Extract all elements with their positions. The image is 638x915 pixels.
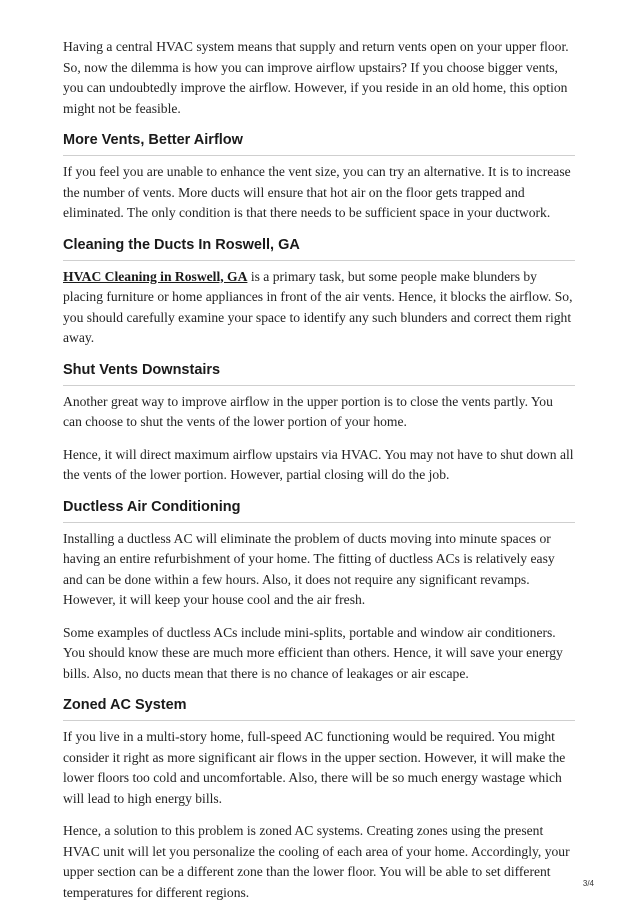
heading-cleaning-ducts: Cleaning the Ducts In Roswell, GA — [63, 236, 575, 261]
heading-zoned-ac: Zoned AC System — [63, 696, 575, 721]
zoned-paragraph-2: Hence, a solution to this problem is zoned AC systems. Creating zones using the present HVAC unit will let you personalize the cooling of each area of your home. Accordingly, your upper section can be a different zone than the lower floor. You will be able to set different temperatures for different regions. — [63, 823, 570, 900]
ductless-paragraph-2: Some examples of ductless ACs include mini-splits, portable and window air conditioners. You should know these are much more efficient than others. Hence, it will save your energy bills. Also, no ducts mean that there is no chance of leakages or air escape. — [63, 624, 563, 681]
shut-vents-paragraph-2: Hence, it will direct maximum airflow upstairs via HVAC. You may not have to shut down all the vents of the lower portion. However, partial closing will do the job. — [63, 446, 574, 482]
heading-shut-vents: Shut Vents Downstairs — [63, 361, 575, 386]
page-number: 3/4 — [582, 879, 594, 888]
intro-paragraph: Having a central HVAC system means that supply and return vents open on your upper floor. So, now the dilemma is how you can improve airflow upstairs? If you choose bigger vents, you can undoubtedly improve the airflow. However, if you reside in an old home, this option might not be feasible. — [63, 39, 569, 116]
zoned-paragraph-1: If you live in a multi-story home, full-speed AC functioning would be required. You might consider it right as more significant air flows in the upper section. However, it will make the lower floors too cold and uncomfortable. Also, there will be so much energy wastage which will lead to high energy bills. — [63, 729, 566, 806]
cleaning-paragraph — [63, 267, 575, 349]
heading-ductless: Ductless Air Conditioning — [63, 498, 575, 523]
more-vents-paragraph: If you feel you are unable to enhance the vent size, you can try an alternative. It is to increase the number of vents. More ducts will ensure that hot air on the floor gets trapped and eliminated. The only condition is that there needs to be sufficient space in your ductwork. — [63, 164, 571, 220]
shut-vents-paragraph-1: Another great way to improve airflow in the upper portion is to close the vents partly. You can choose to shut the vents of the lower portion of your home. — [63, 393, 553, 429]
cleaning-paragraph-text: is a primary task, but some people make blunders by placing furniture or home appliances in front of the air vents. Hence, it blocks the airflow. So, you should carefully examine your space to identify any such blunders and correct them right away. — [63, 268, 573, 345]
heading-more-vents: More Vents, Better Airflow — [63, 131, 575, 156]
document-page — [63, 37, 575, 915]
ductless-paragraph-1: Installing a ductless AC will eliminate the problem of ducts moving into minute spaces or having an entire refurbishment of your home. The fitting of ductless ACs is relatively easy and can be done within a few hours. Also, it does not require any significant revamps. However, it will keep your house cool and the air fresh. — [63, 530, 555, 607]
hvac-cleaning-link[interactable]: HVAC Cleaning in Roswell, GA — [63, 268, 248, 284]
